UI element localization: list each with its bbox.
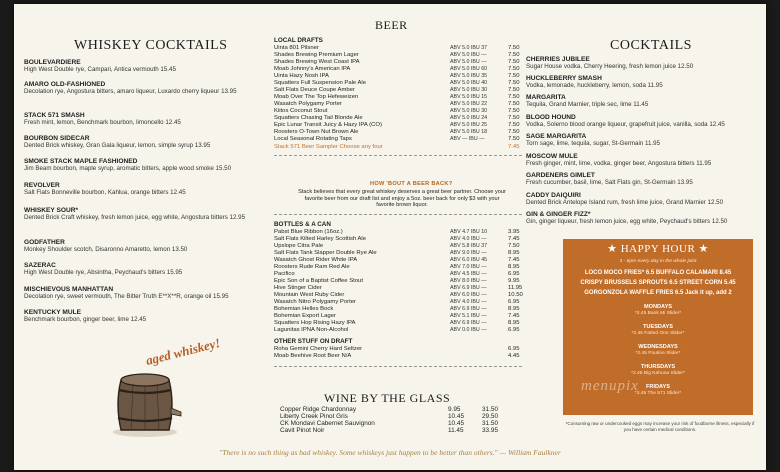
- item-name: MISCHIEVOUS MANHATTAN: [24, 286, 114, 293]
- divider: [274, 155, 522, 156]
- beer-row: [274, 101, 522, 108]
- beer-name: Mountain West Ruby Cider: [274, 292, 345, 298]
- beer-abv: ABV 4.5 IBU —: [450, 271, 487, 277]
- beer-price: 7.50: [508, 101, 520, 107]
- item-desc: Benchmark bourbon, ginger beer, lime 12.45: [24, 316, 147, 324]
- happy-hour-day: WEDNESDAYS: [638, 344, 678, 350]
- beer-abv: ABV 6.9 IBU —: [450, 285, 487, 291]
- item-name: CADDY DAIQUIRI: [526, 192, 581, 199]
- beer-abv: ABV 6.0 IBU —: [450, 292, 487, 298]
- beer-price: 7.50: [508, 87, 520, 93]
- item-desc: Fresh cucumber, basil, lime, Salt Flats gin, St-Germain 13.95: [526, 179, 693, 187]
- beer-abv: ABV 5.8 IBU 37: [450, 243, 488, 249]
- cocktail-item: [526, 153, 762, 168]
- beer-row: [274, 59, 522, 66]
- beer-price: 9.95: [508, 278, 520, 284]
- whiskey-item: [24, 207, 256, 222]
- beer-name: Roosters O-Town Nut Brown Ale: [274, 129, 359, 135]
- beer-row: [274, 257, 522, 264]
- beer-price: 8.95: [508, 250, 520, 256]
- cocktail-item: [526, 133, 762, 148]
- item-desc: Decolation rye, sweet vermouth, The Bitter Truth E**X**R, orange oil 15.95: [24, 293, 229, 301]
- happy-hour-day: FRIDAYS: [645, 384, 671, 390]
- item-desc: Dented Brick whiskey, Gran Gala liqueur, lemon, simple syrup 13.95: [24, 142, 211, 150]
- whiskey-item: [24, 286, 256, 301]
- whiskey-item: [24, 262, 256, 277]
- beer-row: [274, 271, 522, 278]
- beer-name: Salt Flats Tank Slapper Double Rye Ale: [274, 250, 377, 256]
- beer-row: [274, 45, 522, 52]
- wine-glass-price: 11.45: [448, 427, 464, 434]
- beer-row: [274, 87, 522, 94]
- item-desc: Fresh mint, lemon, Benchmark bourbon, limoncello 12.45: [24, 119, 181, 127]
- beer-row: [274, 346, 522, 353]
- beer-name: Wasatch Polygamy Porter: [274, 101, 342, 107]
- menupix-watermark: menupix: [581, 378, 639, 394]
- beer-abv: ABV 6.9 IBU —: [450, 306, 487, 312]
- cocktail-item: [526, 172, 762, 187]
- beer-row: [274, 292, 522, 299]
- beer-abv: ABV 4.0 IBU —: [450, 236, 487, 242]
- beer-row: [274, 73, 522, 80]
- beer-name: Squatters Full Suspension Pale Ale: [274, 80, 367, 86]
- beer-price: 7.50: [508, 73, 520, 79]
- item-name: BOURBON SIDECAR: [24, 135, 90, 142]
- beer-row: [274, 320, 522, 327]
- happy-hour-title: [563, 242, 753, 255]
- beer-abv: ABV 5.0 IBU 24: [450, 115, 488, 121]
- beer-name: Wasatch Nitro Polygamy Porter: [274, 299, 356, 305]
- beer-abv: ABV 0.0 IBU —: [450, 327, 487, 333]
- item-name: CHERRIES JUBILEE: [526, 56, 590, 63]
- bottles-label: BOTTLES & A CAN: [274, 221, 331, 228]
- beer-name: Roosters Rude Ram Red Ale: [274, 264, 350, 270]
- beer-price: 7.45: [508, 313, 520, 319]
- item-desc: Dented Brick Craft whiskey, fresh lemon juice, egg white, Angostura bitters 12.95: [24, 214, 246, 222]
- wine-bottle-price: 33.95: [482, 427, 498, 434]
- item-desc: Monkey Shoulder scotch, Disaronno Amaretto, lemon 13.50: [24, 246, 188, 254]
- beer-price: 7.45: [508, 236, 520, 242]
- divider: [274, 366, 522, 367]
- beer-abv: ABV 5.0 IBU 18: [450, 129, 488, 135]
- item-desc: Vodka, lemonade, huckleberry, lemon, soda 11.95: [526, 82, 663, 90]
- item-desc: Dented Brick Antelope Island rum, fresh lime juice, Grand Marnier 12.50: [526, 199, 724, 207]
- whiskey-item: [24, 59, 256, 74]
- other-draft-label: OTHER STUFF ON DRAFT: [274, 338, 353, 345]
- beer-name: Pabst Blue Ribbon (16oz.): [274, 229, 343, 235]
- aged-whiskey-label: aged whiskey!: [144, 335, 222, 369]
- beer-row: [274, 129, 522, 136]
- beer-row: [274, 52, 522, 59]
- beer-name: Moab Johnny's American IPA: [274, 66, 351, 72]
- happy-hour-day: MONDAYS: [643, 304, 673, 310]
- wine-name: CK Mondavi Cabernet Sauvignon: [280, 420, 375, 427]
- beer-price: 10.50: [508, 292, 523, 298]
- beer-row: [274, 80, 522, 87]
- beer-name: Bohemian Export Lager: [274, 313, 336, 319]
- beer-abv: ABV 5.0 IBU 40: [450, 80, 488, 86]
- beer-price: 7.50: [508, 80, 520, 86]
- beer-rack-text: Stack believes that every great whiskey deserves a great beer partner. Choose your favorite beer from our draft list and enjoy a 5oz. beer back for only $3 with your favorite brown liquor.: [298, 189, 506, 209]
- beer-row: [274, 243, 522, 250]
- beer-abv: ABV 9.0 IBU —: [450, 250, 487, 256]
- beer-name: Hive Stinger Cider: [274, 285, 322, 291]
- beer-price: 7.50: [508, 136, 520, 142]
- beer-price: 7.50: [508, 59, 520, 65]
- beer-name: Squatters Chasing Tail Blonde Ale: [274, 115, 363, 121]
- whiskey-item: [24, 158, 256, 173]
- happy-hour-deal: *2.45 Poutine Slider*: [635, 351, 681, 356]
- beer-price: 7.50: [508, 45, 520, 51]
- beer-row: [274, 353, 522, 360]
- beer-name: Squatters Hop Rising Hazy IPA: [274, 320, 356, 326]
- whiskey-item: [24, 112, 256, 127]
- beer-name: Shades Brewing Premium Lager: [274, 52, 359, 58]
- beer-name: Salt Flats Kilted Harley Scottish Ale: [274, 236, 366, 242]
- happy-hour-food-line: CRISPY BRUSSELS SPROUTS 6.5 STREET CORN 5.45: [580, 280, 736, 286]
- item-desc: High West Double rye, Campari, Antica vermouth 15.45: [24, 66, 176, 74]
- wine-bottle-price: 31.50: [482, 406, 498, 413]
- beer-rack-heading: HOW 'BOUT A BEER BACK?: [370, 181, 453, 187]
- beer-abv: ABV 6.9 IBU —: [450, 320, 487, 326]
- beer-price: 8.95: [508, 264, 520, 270]
- wine-bottle-price: 31.50: [482, 420, 498, 427]
- beer-abv: ABV 6.0 IBU 45: [450, 257, 488, 263]
- happy-hour-day: TUESDAYS: [643, 324, 673, 330]
- beer-row: [274, 278, 522, 285]
- whiskey-item: [24, 182, 256, 197]
- wine-glass-price: 10.45: [448, 420, 464, 427]
- beer-row: [274, 285, 522, 292]
- beer-row: [274, 264, 522, 271]
- wine-glass-price: 10.45: [448, 413, 464, 420]
- beer-abv: ABV 5.0 IBU —: [450, 52, 487, 58]
- beer-price: 7.50: [508, 94, 520, 100]
- item-name: GIN & GINGER FIZZ*: [526, 211, 591, 218]
- item-name: GODFATHER: [24, 239, 65, 246]
- happy-hour-deal: *2.45 The 571 Slider*: [634, 391, 682, 396]
- item-name: WHISKEY SOUR*: [24, 207, 79, 214]
- beer-name: Epic Lunar Transit Juicy & Hazy IPA (CO): [274, 122, 382, 128]
- beer-price: 11.95: [508, 285, 523, 291]
- item-name: BLOOD HOUND: [526, 114, 576, 121]
- item-desc: High West Double rye, Absintha, Peychaud's bitters 15.95: [24, 269, 183, 277]
- happy-hour-deal: *2.45 Fatted One Slider*: [631, 331, 685, 336]
- beer-abv: ABV 5.1 IBU —: [450, 313, 487, 319]
- beer-name: Moab Over The Top Hefeweizen: [274, 94, 359, 100]
- whiskey-item: [24, 81, 256, 96]
- beer-price: 6.95: [508, 346, 520, 352]
- wine-name: Cavit Pinot Noir: [280, 427, 325, 434]
- item-desc: Decolation rye, Angostura bitters, amaro liqueur, Luxardo cherry liqueur 13.95: [24, 88, 237, 96]
- beer-row: [274, 299, 522, 306]
- raw-egg-warning: *Consuming raw or undercooked eggs may increase your risk of foodborne illness, especially if you have certain medical conditions.: [565, 421, 755, 432]
- beer-price: 6.95: [508, 271, 520, 277]
- beer-row: [274, 136, 522, 143]
- beer-row: [274, 236, 522, 243]
- beer-price: 7.50: [508, 52, 520, 58]
- beer-row: [274, 108, 522, 115]
- item-desc: Vodka, Solerno blood orange liqueur, grapefruit juice, vanilla, soda 12.45: [526, 121, 725, 129]
- beer-abv: ABV 5.0 IBU 60: [450, 66, 488, 72]
- beer-price: 4.45: [508, 353, 520, 359]
- item-name: KENTUCKY MULE: [24, 309, 82, 316]
- beer-name: Moab Beehive Root Beer N/A: [274, 353, 352, 359]
- item-desc: Salt Flats Bonneville bourbon, Kahlua, orange bitters 12.45: [24, 189, 186, 197]
- beer-abv: ABV 5.0 IBU 22: [450, 101, 488, 107]
- cocktail-item: [526, 56, 762, 71]
- item-desc: Torn sage, lime, tequila, sugar, St-Germain 11.95: [526, 140, 661, 148]
- beer-name: Uinta 801 Pilsner: [274, 45, 319, 51]
- beer-abv: ABV 5.0 IBU 37: [450, 45, 488, 51]
- whiskey-cocktails-title: WHISKEY COCKTAILS: [74, 38, 228, 53]
- wine-title: WINE BY THE GLASS: [324, 391, 451, 405]
- happy-hour-time: 3 - 6pm every day in the whole joint: [619, 259, 697, 264]
- happy-hour-heading: HAPPY HOUR: [620, 243, 696, 255]
- beer-name: Shades Brewing West Coast IPA: [274, 59, 360, 65]
- beer-abv: ABV 5.0 IBU 25: [450, 122, 488, 128]
- beer-row: [274, 122, 522, 129]
- beer-row: [274, 327, 522, 334]
- beer-name: Local Seasonal Rotating Taps: [274, 136, 352, 142]
- beer-name: Kiitos Coconut Stout: [274, 108, 328, 114]
- beer-row: [274, 66, 522, 73]
- item-name: STACK 571 SMASH: [24, 112, 85, 119]
- beer-sampler-row: [274, 144, 522, 151]
- item-name: MARGARITA: [526, 94, 566, 101]
- star-icon: ★: [607, 243, 618, 255]
- item-desc: Gin, ginger liqueur, fresh lemon juice, egg white, Peychaud's bitters 12.50: [526, 218, 728, 226]
- cocktail-item: [526, 192, 762, 207]
- item-desc: Fresh ginger, mint, lime, vodka, ginger beer, Angostura bitters 11.95: [526, 160, 712, 168]
- beer-name: Upslope Citra Pale: [274, 243, 324, 249]
- beer-name: Pacifico: [274, 271, 295, 277]
- beer-abv: ABV — IBU —: [450, 136, 485, 142]
- happy-hour-food-line: LOCO MOCO FRIES* 6.5 BUFFALO CALAMARI 8.45: [584, 270, 732, 276]
- item-name: SMOKE STACK MAPLE FASHIONED: [24, 158, 138, 165]
- star-icon: ★: [698, 243, 709, 255]
- wine-glass-price: 9.95: [448, 406, 461, 413]
- happy-hour-deal: *2.45 Big Kahuna Slider*: [631, 371, 685, 376]
- wine-name: Liberty Creek Pinot Gris: [280, 413, 348, 420]
- happy-hour-food-line: GORGONZOLA WAFFLE FRIES 6.5 Jack it up, add 2: [584, 290, 732, 296]
- beer-abv: ABV 5.0 IBU 30: [450, 108, 488, 114]
- happy-hour-day: THURSDAYS: [640, 364, 676, 370]
- beer-price: 7.50: [508, 115, 520, 121]
- cocktails-title: COCKTAILS: [610, 38, 692, 53]
- beer-row: [274, 229, 522, 236]
- beer-name: Salt Flats Deuce Coupe Amber: [274, 87, 355, 93]
- beer-abv: ABV 5.0 IBU —: [450, 59, 487, 65]
- beer-abv: ABV 7.0 IBU —: [450, 264, 487, 270]
- beer-price: 8.95: [508, 306, 520, 312]
- beer-name: Bohemian Helles Bock: [274, 306, 334, 312]
- beer-row: [274, 115, 522, 122]
- beer-abv: ABV 4.7 IBU 10: [450, 229, 488, 235]
- whiskey-item: [24, 309, 256, 324]
- beer-name: Lagunitas IPNA Non-Alcohol: [274, 327, 349, 333]
- beer-price: 6.95: [508, 299, 520, 305]
- beer-price: 7.45: [508, 257, 520, 263]
- local-drafts-label: LOCAL DRAFTS: [274, 37, 323, 44]
- beer-price: 3.95: [508, 229, 520, 235]
- whiskey-barrel-icon: [111, 372, 191, 438]
- beer-name: Uinta Hazy Nosh IPA: [274, 73, 329, 79]
- cocktail-item: [526, 94, 762, 109]
- beer-row: [274, 306, 522, 313]
- beer-row: [274, 250, 522, 257]
- whiskey-item: [24, 239, 256, 254]
- item-name: BOULEVARDIERE: [24, 59, 81, 66]
- item-desc: Sugar House vodka, Cherry Heering, fresh lemon juice 12.50: [526, 63, 694, 71]
- beer-price: 7.50: [508, 129, 520, 135]
- beer-price: 8.95: [508, 320, 520, 326]
- beer-name: Wasatch Ghost Rider White IPA: [274, 257, 358, 263]
- beer-price: 7.50: [508, 122, 520, 128]
- beer-name: Epic Son of a Baptist Coffee Stout: [274, 278, 363, 284]
- item-name: SAZERAC: [24, 262, 56, 269]
- cocktail-item: [526, 211, 762, 226]
- item-name: GARDENERS GIMLET: [526, 172, 595, 179]
- menu-page: [14, 4, 766, 470]
- item-name: SAGE MARGARITA: [526, 133, 587, 140]
- item-name: AMARO OLD-FASHIONED: [24, 81, 106, 88]
- beer-row: [274, 94, 522, 101]
- cocktail-item: [526, 114, 762, 129]
- divider: [274, 214, 522, 215]
- wine-bottle-price: 29.50: [482, 413, 498, 420]
- beer-abv: ABV 5.0 IBU 30: [450, 87, 488, 93]
- beer-price: 7.45: [508, 144, 520, 150]
- item-desc: Tequila, Grand Marnier, triple sec, lime 11.45: [526, 101, 649, 109]
- beer-title: BEER: [375, 18, 408, 32]
- whiskey-item: [24, 135, 256, 150]
- wine-name: Copper Ridge Chardonnay: [280, 406, 357, 413]
- cocktail-item: [526, 75, 762, 90]
- beer-row: [274, 313, 522, 320]
- beer-abv: ABV 5.0 IBU 35: [450, 73, 488, 79]
- beer-price: 6.95: [508, 327, 520, 333]
- beer-price: 7.50: [508, 243, 520, 249]
- beer-name: Roha Gemini Cherry Hard Seltzer: [274, 346, 363, 352]
- item-name: MOSCOW MULE: [526, 153, 578, 160]
- item-name: REVOLVER: [24, 182, 60, 189]
- item-desc: Jim Beam bourbon, maple syrup, aromatic bitters, apple wood smoke 15.50: [24, 165, 232, 173]
- beer-abv: ABV 8.0 IBU —: [450, 278, 487, 284]
- beer-abv: ABV 4.0 IBU —: [450, 299, 487, 305]
- item-name: HUCKLEBERRY SMASH: [526, 75, 602, 82]
- beer-price: 7.50: [508, 108, 520, 114]
- beer-abv: ABV 5.0 IBU 15: [450, 94, 488, 100]
- faulkner-quote: "There is no such thing as bad whiskey. Some whiskeys just happen to be better than others." — William Faulkner: [219, 448, 561, 457]
- beer-price: 7.50: [508, 66, 520, 72]
- beer-name: Stack 571 Beer Sampler Choose any four: [274, 144, 383, 150]
- happy-hour-deal: *2.45 Bank Mi Slider*: [634, 311, 682, 316]
